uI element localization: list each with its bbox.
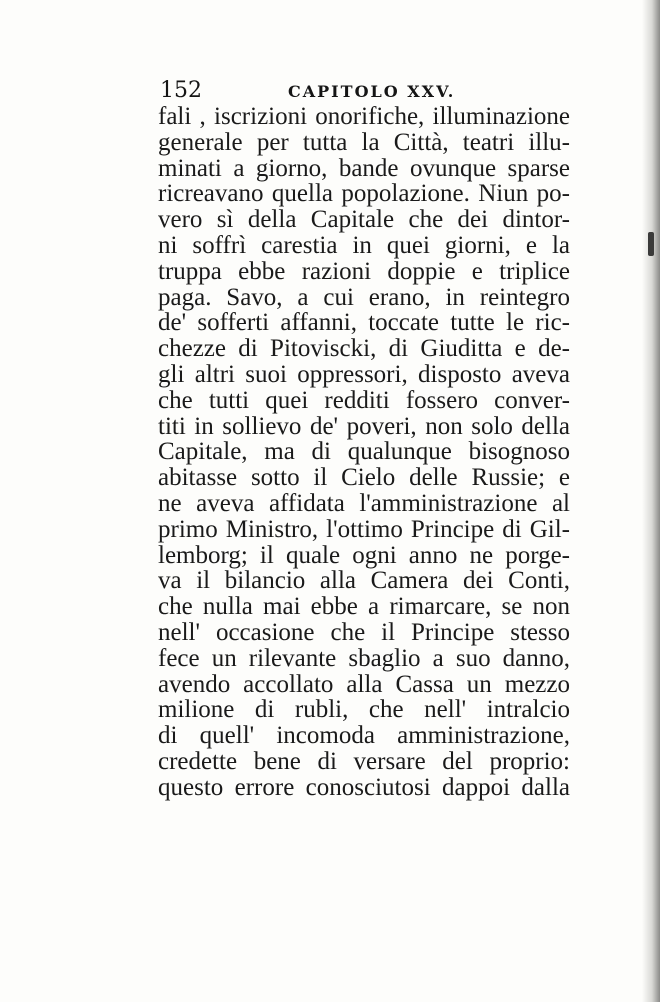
text-line: gli altri suoi oppressori, disposto aveva	[158, 360, 570, 388]
text-line: truppa ebbe razioni doppie e triplice	[158, 257, 570, 285]
text-line: lemborg; il quale ogni anno ne porge-	[158, 541, 570, 569]
text-line: primo Ministro, l'ottimo Principe di Gil-	[158, 515, 570, 543]
text-line: nell' occasione che il Principe stesso	[158, 618, 570, 646]
text-line: ni soffrì carestia in quei giorni, e la	[158, 231, 570, 259]
page-edge-shadow	[642, 0, 660, 1002]
page-header	[160, 78, 570, 104]
text-line: avendo accollato alla Cassa un mezzo	[158, 670, 570, 698]
page-number: 152	[160, 78, 202, 103]
text-line: vero sì della Capitale che dei dintor-	[158, 206, 570, 234]
text-line: ricreavano quella popolazione. Niun po-	[158, 180, 570, 208]
text-line: che tutti quei redditi fossero conver-	[158, 386, 570, 414]
running-title: CAPITOLO XXV.	[288, 82, 456, 101]
text-line: abitasse sotto il Cielo delle Russie; e	[158, 464, 570, 492]
text-line: va il bilancio alla Camera dei Conti,	[158, 567, 570, 595]
text-line: fali , iscrizioni onorifiche, illuminazione	[158, 103, 570, 130]
text-line: de' sofferti affanni, toccate tutte le ric-	[158, 309, 570, 337]
text-line: minati a giorno, bande ovunque sparse	[158, 154, 570, 182]
text-line: ne aveva affidata l'amministrazione al	[158, 489, 570, 517]
page-edge-mark	[648, 232, 654, 256]
text-line: che nulla mai ebbe a rimarcare, se non	[158, 593, 570, 621]
text-line: credette bene di versare del proprio:	[158, 747, 570, 775]
text-line: fece un rilevante sbaglio a suo danno,	[158, 644, 570, 672]
text-line: Capitale, ma di qualunque bisognoso	[158, 438, 570, 466]
text-line: paga. Savo, a cui erano, in reintegro	[158, 283, 570, 311]
text-line: generale per tutta la Città, teatri illu-	[158, 128, 570, 156]
text-line: titi in sollievo de' poveri, non solo della	[158, 412, 570, 440]
text-line: questo errore conosciutosi dappoi dalla	[158, 773, 570, 801]
text-line: di quell' incomoda amministrazione,	[158, 722, 570, 750]
text-line: chezze di Pitoviscki, di Giuditta e de-	[158, 335, 570, 363]
body-text	[158, 104, 570, 801]
text-line: milione di rubli, che nell' intralcio	[158, 696, 570, 724]
